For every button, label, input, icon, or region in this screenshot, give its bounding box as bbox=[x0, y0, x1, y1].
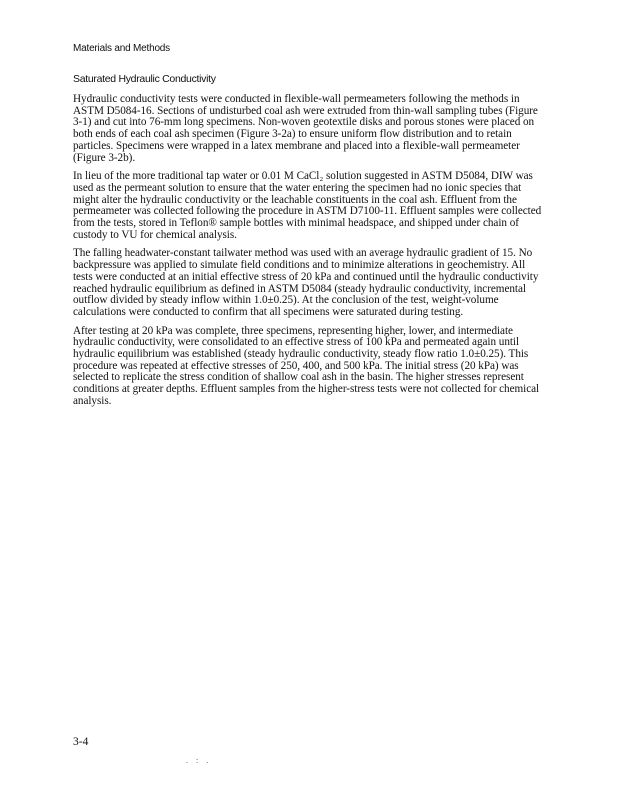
body-text bbox=[73, 94, 543, 415]
paragraph-falling-head-method: The falling headwater-constant tailwater method was used with an average hydraulic gradient of 15. No backpressure was applied to simulate field conditions and to minimize alterations in geochemistry. All tests were conducted at an initial effective stress of 20 kPa and continued until the hydraulic conductivity reached hydraulic equilibrium as defined in ASTM D5084 (steady hydraulic conductivity, incremental outflow divided by steady inflow within 1.0±0.25). At the conclusion of the test, weight-volume calculations were conducted to confirm that all specimens were saturated during testing. bbox=[73, 247, 539, 318]
stray-marks: . : . bbox=[186, 756, 212, 765]
running-head: Materials and Methods bbox=[73, 43, 170, 54]
section-heading: Saturated Hydraulic Conductivity bbox=[73, 73, 216, 85]
page-number: 3-4 bbox=[73, 736, 89, 748]
paragraph-permeant-solution: In lieu of the more traditional tap water or 0.01 M CaCl₂ solution suggested in ASTM D5084, DIW was used as the permeant solution to ensure that the water entering the specimen had no ionic species that might alter the hydraulic conductivity or the leachable constituents in the coal ash. Effluent from the permeameter was collected following the procedure in ASTM D7100-11. Effluent samples were collected from the tests, stored in Teflon® sample bottles with minimal headspace, and shipped under chain of custody to VU for chemical analysis. bbox=[73, 170, 542, 241]
paragraph-astm-method: Hydraulic conductivity tests were conducted in flexible-wall permeameters following the methods in ASTM D5084-16. Sections of undisturbed coal ash were extruded from thin-wall sampling tubes (Figure 3-1) and cut into 76-mm long specimens. Non-woven geotextile disks and porous stones were placed on both ends of each coal ash specimen (Figure 3-2a) to ensure uniform flow distribution and to retain particles. Specimens were wrapped in a latex membrane and placed into a flexible-wall permeameter (Figure 3-2b). bbox=[73, 93, 538, 164]
paragraph-higher-stress-testing: After testing at 20 kPa was complete, three specimens, representing higher, lower, and intermediate hydraulic conductivity, were consolidated to an effective stress of 100 kPa and permeated again until hydraulic equilibrium was established (steady hydraulic conductivity, steady flow ratio 1.0±0.25). This procedure was repeated at effective stresses of 250, 400, and 500 kPa. The initial stress (20 kPa) was selected to replicate the stress condition of shallow coal ash in the basin. The higher stresses represent conditions at greater depths. Effluent samples from the higher-stress tests were not collected for chemical analysis. bbox=[73, 324, 540, 407]
